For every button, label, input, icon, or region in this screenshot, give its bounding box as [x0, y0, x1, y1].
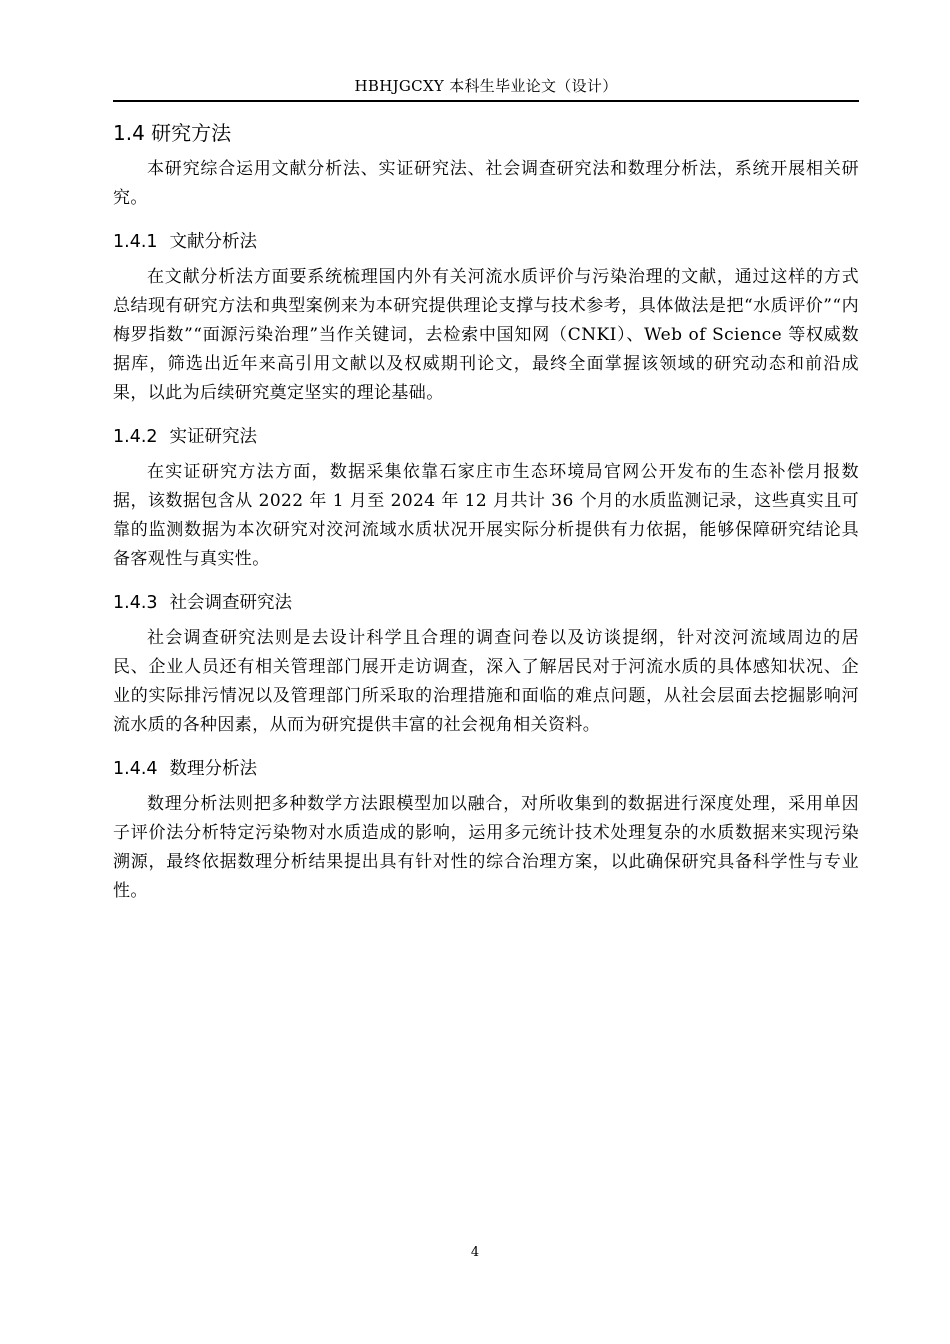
subsection-title: 社会调查研究法	[169, 593, 293, 613]
subsection-heading-literature	[113, 229, 859, 255]
subsection-title: 文献分析法	[169, 232, 258, 252]
page-number: 4	[470, 1245, 480, 1260]
subsection-paragraph-empirical: 在实证研究方法方面，数据采集依靠石家庄市生态环境局官网公开发布的生态补偿月报数据，该数据包含从 2022 年 1 月至 2024 年 12 月共计 36 个月的水质监测记录，这些真实且可靠的监测数据为本次研究对洨河流域水质状况开展实际分析提供有力依据，能够保障研究结论具备客观性与真实性。	[113, 462, 859, 569]
page-content	[113, 112, 859, 906]
section-heading: 1.4 研究方法	[113, 121, 232, 145]
subsection-heading-social-survey	[113, 590, 859, 616]
subsection-title: 数理分析法	[169, 759, 258, 779]
subsection-number: 1.4.4	[113, 759, 158, 779]
section-intro: 本研究综合运用文献分析法、实证研究法、社会调查研究法和数理分析法，系统开展相关研究。	[113, 159, 859, 208]
subsection-number: 1.4.2	[113, 427, 158, 447]
header-rule	[113, 100, 859, 102]
subsection-paragraph-social-survey: 社会调查研究法则是去设计科学且合理的调查问卷以及访谈提纲，针对洨河流域周边的居民、企业人员还有相关管理部门展开走访调查，深入了解居民对于河流水质的具体感知状况、企业的实际排污情况以及管理部门所采取的治理措施和面临的难点问题，从社会层面去挖掘影响河流水质的各种因素，从而为研究提供丰富的社会视角相关资料。	[113, 628, 859, 735]
subsection-number: 1.4.1	[113, 232, 158, 252]
subsection-number: 1.4.3	[113, 593, 158, 613]
subsection-paragraph-math-analysis: 数理分析法则把多种数学方法跟模型加以融合，对所收集到的数据进行深度处理，采用单因子评价法分析特定污染物对水质造成的影响，运用多元统计技术处理复杂的水质数据来实现污染溯源，最终依据数理分析结果提出具有针对性的综合治理方案，以此确保研究具备科学性与专业性。	[113, 794, 859, 901]
subsection-title: 实证研究法	[169, 427, 258, 447]
subsection-paragraph-literature: 在文献分析法方面要系统梳理国内外有关河流水质评价与污染治理的文献，通过这样的方式总结现有研究方法和典型案例来为本研究提供理论支撑与技术参考，具体做法是把“水质评价”“内梅罗指数”“面源污染治理”当作关键词，去检索中国知网（CNKI）、Web of Science 等权威数据库，筛选出近年来高引用文献以及权威期刊论文，最终全面掌握该领域的研究动态和前沿成果，以此为后续研究奠定坚实的理论基础。	[113, 267, 859, 403]
page-header: HBHJGCXY 本科生毕业论文（设计）	[354, 77, 618, 95]
subsection-heading-math-analysis	[113, 756, 859, 782]
subsection-heading-empirical	[113, 424, 859, 450]
